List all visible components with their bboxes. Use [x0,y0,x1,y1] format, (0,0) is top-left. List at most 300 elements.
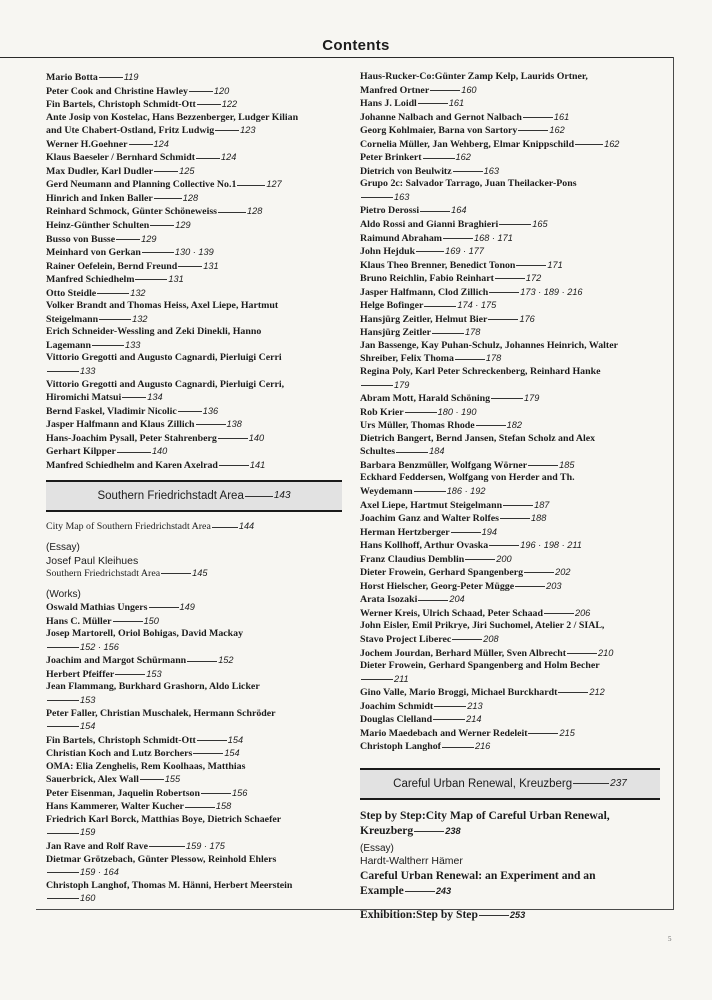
entry-page: 213 [467,700,483,711]
entry-title-cont: Kreuzberg [360,823,414,837]
entry-title: Johanne Nalbach and Gernot Nalbach [360,111,522,123]
toc-entry[interactable] [46,165,342,179]
entry-page: 163 [483,165,499,176]
entry-title: Joachim Ganz and Walter Rolfes [360,513,499,525]
entry-title: Christian Koch and Lutz Borchers [46,748,193,760]
entry-title: Vittorio Gregotti and Augusto Cagnardi, Pierluigi Cerri [46,352,282,364]
entry-title: Manfred Schiedhelm and Karen Axelrad [46,459,218,471]
toc-entry[interactable] [46,151,342,165]
entry-title: and Ute Chabert-Ostland, Fritz Ludwig [46,125,215,137]
toc-entry[interactable] [360,326,660,340]
entry-title: Fin Bartels, Christoph Schmidt-Ott [46,99,196,111]
entry-title: Careful Urban Renewal: an Experiment and an [360,868,596,882]
leader-line [567,653,597,654]
exhibition-entry[interactable] [360,907,660,923]
leader-line [149,846,185,847]
toc-entry[interactable] [46,365,342,379]
toc-entry[interactable] [46,233,342,247]
essay-author-2: Hardt-Waltherr Hämer [360,855,463,868]
toc-entry[interactable] [46,445,342,459]
toc-entry[interactable] [46,391,342,405]
toc-entry[interactable] [360,191,660,205]
leader-line [140,779,164,780]
entry-page: 243 [435,885,452,896]
toc-entry[interactable] [360,553,660,567]
entry-page: 140 [248,432,265,443]
toc-entry[interactable] [46,747,342,761]
entry-title: Jasper Halfmann, Clod Zillich [360,286,489,298]
leader-line [424,306,456,307]
toc-entry[interactable] [46,866,342,880]
entry-page: 156 [231,787,248,798]
toc-entry[interactable] [360,379,660,393]
toc-entry[interactable] [46,138,342,152]
entry-title: Hans C. Müller [46,615,112,627]
leader-line [524,572,554,573]
entry-title: Volker Brandt and Thomas Heiss, Axel Liepe, Hartmut [46,300,279,312]
entry-title: Abram Mott, Harald Schöning [360,393,491,405]
entry-title: Gerhart Kilpper [46,446,116,458]
toc-entry[interactable] [360,313,660,327]
entry-page: 178 [465,327,481,338]
leader-line [433,719,465,720]
entry-title: Arata Isozaki [360,594,418,606]
leader-line [115,674,145,675]
toc-entry [46,379,342,392]
entry-title: Peter Eisenman, Jaquelin Robertson [46,787,200,799]
toc-entry[interactable] [46,615,342,629]
toc-entry[interactable] [46,178,342,192]
entry-title: Rainer Oefelein, Bernd Freund [46,260,178,272]
entry-page: 176 [519,313,535,324]
toc-entry[interactable] [46,246,342,260]
entry-title: Eckhard Feddersen, Wolfgang von Herder and Th. [360,472,575,484]
toc-entry[interactable] [360,204,660,218]
entry-title: Franz Claudius Demblin [360,553,465,565]
toc-entry[interactable] [46,205,342,219]
left-column [46,71,342,906]
essay-author: Josef Paul Kleihues [46,554,139,567]
entry-page: 129 [141,233,157,244]
toc-entry [46,854,342,867]
map-entry[interactable] [46,520,342,534]
leader-line [47,371,79,372]
entry-page: 153 [80,694,96,705]
leader-line [414,491,446,492]
entry-page: 159 · 164 [80,867,119,878]
toc-entry[interactable] [46,641,342,655]
entry-title: Hansjürg Zeitler [360,327,432,339]
contents-list-left [46,71,342,472]
entry-page: 150 [143,615,159,626]
leader-line [150,225,174,226]
entry-title: Pietro Derossi [360,205,420,217]
entry-page: 196 · 198 · 211 [520,540,582,551]
entry-page: 184 [429,446,445,457]
entry-title: Dietrich von Beulwitz [360,165,452,177]
entry-title: Herbert Pfeiffer [46,668,115,680]
toc-entry[interactable] [360,445,660,459]
toc-entry[interactable] [360,713,660,727]
entry-page: 131 [168,274,184,285]
entry-page: 132 [132,313,148,324]
toc-entry[interactable] [46,273,342,287]
entry-title: Hans Kollhoff, Arthur Ovaska [360,540,489,552]
entry-page: 144 [238,521,255,532]
entry-page: 128 [247,206,263,217]
leader-line [575,144,603,145]
section-banner-careful-urban-renewal[interactable] [360,768,660,800]
leader-line [432,333,464,334]
entry-title: Gino Valle, Mario Broggi, Michael Burckhardt [360,687,558,699]
toc-entry[interactable] [46,432,342,446]
toc-entry [46,814,342,827]
entry-title: Busso von Busse [46,233,116,245]
toc-entry[interactable] [46,601,342,615]
toc-entry[interactable] [46,668,342,682]
toc-entry[interactable] [360,499,660,513]
toc-entry[interactable] [360,259,660,273]
leader-line [142,252,174,253]
entry-page: 132 [130,287,146,298]
entry-title: Joachim and Margot Schürmann [46,655,187,667]
leader-line [416,251,444,252]
entry-title: Axel Liepe, Hartmut Steigelmann [360,499,503,511]
entry-title: Dieter Frowein, Gerhard Spangenberg and Holm Becher [360,660,600,672]
leader-line [528,465,558,466]
entry-title: Vittorio Gregotti and Augusto Cagnardi, Pierluigi Cerri, [46,378,285,390]
toc-entry[interactable] [360,593,660,607]
entry-title: Step by Step:City Map of Careful Urban Renewal, [360,808,610,822]
entry-page: 149 [179,602,195,613]
entry-title: Dietmar Grötzebach, Günter Plessow, Reinhold Ehlers [46,853,277,865]
toc-entry [360,178,660,191]
toc-entry[interactable] [360,512,660,526]
toc-entry[interactable] [46,219,342,233]
entry-page: 164 [451,205,467,216]
entry-page: 123 [240,125,256,136]
leader-line [418,600,448,601]
leader-line [215,130,239,131]
entry-page: 210 [598,647,614,658]
toc-entry[interactable] [360,151,660,165]
leader-line [495,278,525,279]
entry-page: 154 [224,748,240,759]
leader-line [476,425,506,426]
entry-page: 129 [175,220,191,231]
leader-line [92,345,124,346]
entry-page: 194 [481,526,497,537]
entry-page: 120 [213,85,230,96]
entry-page: 161 [448,98,465,109]
entry-page: 154 [80,721,96,732]
toc-entry[interactable] [360,686,660,700]
entry-title: Raimund Abraham [360,232,443,244]
entry-page: 202 [555,567,571,578]
entry-title: Mario Botta [46,72,98,83]
leader-line [113,621,143,622]
toc-entry[interactable] [46,71,342,85]
entry-page: 179 [524,393,540,404]
leader-line [237,185,265,186]
toc-entry[interactable] [360,607,660,621]
entry-page: 162 [549,125,565,136]
leader-line [47,726,79,727]
toc-entry[interactable] [46,773,342,787]
essay-entry[interactable] [46,567,342,581]
entry-page: 159 · 175 [186,840,225,851]
entry-page: 214 [466,714,482,725]
entry-title: Cornelia Müller, Jan Wehberg, Elmar Knippschild [360,138,575,150]
toc-entry[interactable] [46,98,342,112]
entry-title: Erich Schneider-Wessling and Zeki Dinekli, Hanno [46,326,262,338]
entry-page: 200 [496,553,512,564]
toc-entry[interactable] [360,727,660,741]
section-title: Careful Urban Renewal, Kreuzberg [393,777,573,790]
leader-line [443,238,473,239]
leader-line [452,639,482,640]
leader-line [47,647,79,648]
entry-title: Joachim Schmidt [360,700,434,712]
entry-title: Peter Cook and Christine Hawley [46,85,188,97]
entry-page: 178 [485,353,502,364]
entry-page: 173 · 189 · 216 [520,286,583,297]
leader-line [219,465,249,466]
entry-page: 122 [221,99,238,110]
leader-line [455,359,485,360]
leader-line [196,158,220,159]
entry-title: Friedrich Karl Borck, Matthias Boye, Dietrich Schaefer [46,813,282,825]
entry-title: Heinz-Günther Schulten [46,220,150,232]
entry-title: OMA: Elia Zenghelis, Rem Koolhaas, Matthias [46,760,246,772]
entry-title: Klaus Baeseler / Bernhard Schmidt [46,152,196,164]
toc-entry[interactable] [46,720,342,734]
leader-line [197,104,221,105]
entry-title: Urs Müller, Thomas Rhode [360,420,475,432]
entry-page: 180 · 190 [437,406,477,417]
toc-entry[interactable] [46,892,342,906]
toc-entry[interactable] [360,111,660,125]
entry-page: 211 [394,673,409,684]
entry-page: 127 [266,179,282,190]
toc-entry[interactable] [46,339,342,353]
entry-page: 163 [394,191,410,202]
toc-entry[interactable] [46,840,342,854]
section-page: 237 [610,777,627,789]
leader-line [503,505,533,506]
toc-entry[interactable] [360,84,660,98]
entry-title: Schultes [360,446,396,458]
toc-entry[interactable] [46,313,342,327]
entry-title: Manfred Ortner [360,84,430,96]
toc-entry[interactable] [46,459,342,473]
toc-entry[interactable] [360,218,660,232]
leader-line [488,319,518,320]
toc-entry[interactable] [360,566,660,580]
entry-page: 187 [534,499,550,510]
entry-page: 185 [559,459,575,470]
entry-title: Exhibition:Step by Step [360,907,478,921]
leader-line [528,733,558,734]
toc-entry[interactable] [46,787,342,801]
toc-entry [46,880,342,893]
toc-entry[interactable] [46,287,342,301]
toc-entry[interactable] [360,539,660,553]
entry-title: Southern Friedrichstadt Area [46,568,161,580]
leader-line [420,211,450,212]
entry-title: Shreiber, Felix Thoma [360,353,454,365]
entry-title: Hans Kammerer, Walter Kucher [46,801,184,813]
toc-entry[interactable] [360,633,660,647]
leader-line [405,412,437,413]
toc-entry[interactable] [46,85,342,99]
entry-page: 154 [227,734,244,745]
entry-page: 186 · 192 [446,485,486,496]
entry-page: 128 [182,192,199,203]
entry-title: Christoph Langhof, Thomas M. Hänni, Herbert Meerstein [46,879,293,891]
entry-title: Jean Flammang, Burkhard Grashorn, Aldo Licker [46,681,260,693]
leader-line [47,700,79,701]
toc-entry[interactable] [46,826,342,840]
leader-line [499,224,531,225]
entry-title: Horst Hielscher, Georg-Peter Mügge [360,580,515,592]
section-banner-southern-friedrichstadt[interactable] [46,480,342,512]
entry-title: Dieter Frowein, Gerhard Spangenberg [360,567,524,579]
entry-page: 141 [249,459,266,470]
toc-entry[interactable] [46,734,342,748]
toc-entry[interactable] [360,647,660,661]
toc-entry[interactable] [360,419,660,433]
entry-page: 182 [506,420,523,431]
entry-title: Weydemann [360,485,413,497]
entry-page: 152 [218,655,234,666]
toc-entry[interactable] [360,406,660,420]
entry-page: 208 [483,633,499,644]
toc-entry[interactable] [46,260,342,274]
toc-entry[interactable] [46,800,342,814]
leader-line [489,292,519,293]
entry-page: 158 [215,801,232,812]
toc-entry[interactable] [360,272,660,286]
toc-entry [46,300,342,313]
toc-entry[interactable] [360,392,660,406]
toc-entry [46,628,342,641]
leader-line [189,91,213,92]
toc-entry[interactable] [360,245,660,259]
toc-entry[interactable] [46,124,342,138]
entry-page: 203 [546,580,562,591]
entry-page: 162 [604,138,620,149]
entry-title: Bruno Reichlin, Fabio Reinhart [360,273,494,285]
entry-title: Jochem Jourdan, Berhard Müller, Sven Albrecht [360,647,567,659]
toc-entry[interactable] [360,580,660,594]
entry-title: Ante Josip von Kostelac, Hans Bezzenberger, Ludger Kilian [46,111,299,123]
leader-line [97,293,129,294]
entry-title: Barbara Benzmüller, Wolfgang Wörner [360,459,528,471]
toc-entry[interactable] [46,418,342,432]
toc-entry[interactable] [360,700,660,714]
toc-entry[interactable] [360,232,660,246]
entry-page: 124 [153,138,169,149]
leader-line [434,706,466,707]
entry-page: 152 · 156 [80,641,119,652]
toc-entry[interactable] [360,124,660,138]
toc-entry[interactable] [46,192,342,206]
leader-line [154,171,178,172]
entry-title: Otto Steidle [46,287,97,299]
toc-entry[interactable] [360,165,660,179]
entry-page: 212 [589,687,605,698]
entry-title: Jan Rave and Rolf Rave [46,840,149,852]
entry-page: 159 [80,827,96,838]
entry-page: 165 [532,219,548,230]
leader-line [544,613,574,614]
leader-line [361,197,393,198]
leader-line [491,398,523,399]
toc-entry[interactable] [360,299,660,313]
entry-title: Hans-Joachim Pysall, Peter Stahrenberg [46,432,217,444]
entry-title: Bernd Faskel, Vladimir Nicolic [46,405,177,417]
toc-entry[interactable] [360,97,660,111]
essay-entry-2[interactable] [360,868,660,899]
toc-entry[interactable] [360,526,660,540]
toc-entry[interactable] [360,352,660,366]
leader-line [135,279,167,280]
toc-entry[interactable] [360,740,660,754]
entry-title: John Hejduk [360,246,416,258]
entry-page: 204 [449,594,465,605]
entry-page: 124 [221,152,237,163]
toc-entry[interactable] [360,138,660,152]
entry-page: 161 [553,111,570,122]
entry-page: 134 [147,392,163,403]
leader-line [122,397,146,398]
entry-page: 119 [123,72,139,82]
leader-line [178,411,202,412]
toc-entry[interactable] [360,673,660,687]
entry-title: Haus-Rucker-Co:Günter Zamp Kelp, Laurids Ortner, [360,71,588,82]
section-title: Southern Friedrichstadt Area [97,490,244,503]
toc-entry [360,340,660,353]
entry-page: 145 [192,568,208,579]
entry-title: City Map of Southern Friedrichstadt Area [46,521,211,533]
entry-title: Meinhard von Gerkan [46,247,141,259]
leader-line [218,438,248,439]
essay-label: (Essay) [46,541,80,553]
entry-title: Reinhard Schmock, Günter Schöneweiss [46,206,217,218]
toc-entry[interactable] [360,459,660,473]
entry-title: Peter Brinkert [360,152,422,164]
toc-entry[interactable] [46,694,342,708]
toc-entry[interactable] [360,286,660,300]
map-entry-2[interactable] [360,808,660,839]
toc-entry[interactable] [360,485,660,499]
toc-entry [46,326,342,339]
entry-page: 171 [547,259,563,270]
entry-title: Gerd Neumann and Planning Collective No.1 [46,179,237,191]
entry-title: Hans J. Loidl [360,98,417,110]
entry-page: 238 [445,825,461,836]
leader-line [489,545,519,546]
entry-page: 131 [203,260,219,271]
toc-entry[interactable] [46,405,342,419]
entry-title: Josep Martorell, Oriol Bohigas, David Mackay [46,628,244,640]
leader-line [117,452,151,453]
leader-line [516,265,546,266]
entry-title: Peter Faller, Christian Muschalek, Hermann Schröder [46,707,276,719]
toc-entry[interactable] [46,654,342,668]
entry-page: 206 [574,607,591,618]
